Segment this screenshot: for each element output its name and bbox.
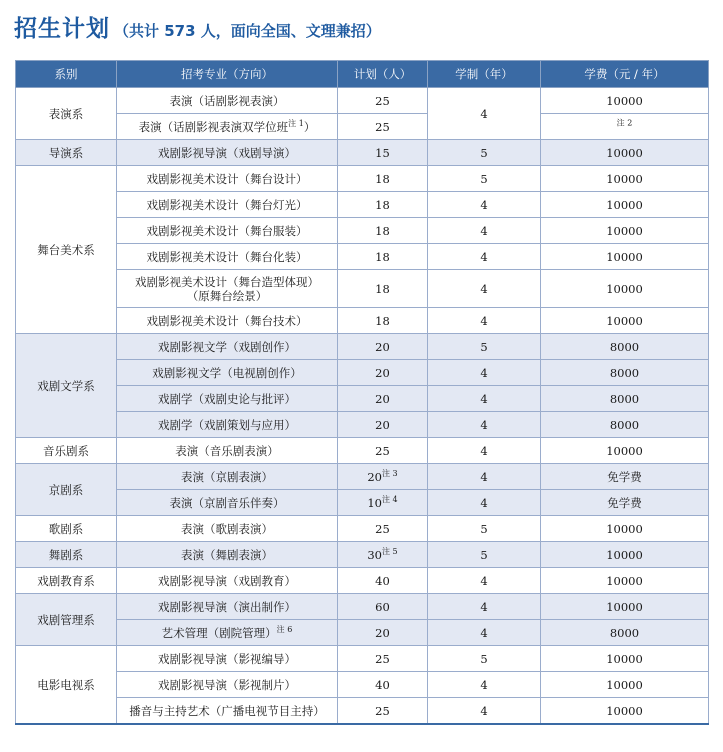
fee-cell: 10000 — [541, 218, 709, 244]
plan-cell — [338, 490, 428, 516]
major-cell: 戏剧影视导演（演出制作） — [117, 594, 338, 620]
plan-cell: 25 — [338, 114, 428, 140]
plan-value: 30 — [367, 547, 382, 562]
table-row — [16, 568, 709, 594]
fee-cell: 10000 — [541, 672, 709, 698]
footnote-mark: 注 1 — [288, 118, 304, 128]
major-cell: 戏剧影视美术设计（舞台灯光） — [117, 192, 338, 218]
table-row — [16, 218, 709, 244]
plan-value: 20 — [367, 469, 382, 484]
table-row — [16, 490, 709, 516]
department-cell: 戏剧管理系 — [16, 594, 117, 646]
department-cell: 歌剧系 — [16, 516, 117, 542]
years-cell: 5 — [428, 646, 541, 672]
fee-cell: 10000 — [541, 88, 709, 114]
department-cell: 电影电视系 — [16, 646, 117, 725]
major-cell: 表演（歌剧表演） — [117, 516, 338, 542]
years-cell: 4 — [428, 244, 541, 270]
years-cell: 4 — [428, 438, 541, 464]
plan-cell: 40 — [338, 672, 428, 698]
major-cell — [117, 270, 338, 308]
fee-cell: 免学费 — [541, 464, 709, 490]
major-cell: 戏剧学（戏剧史论与批评） — [117, 386, 338, 412]
years-cell: 4 — [428, 308, 541, 334]
years-cell: 4 — [428, 192, 541, 218]
fee-cell: 10000 — [541, 192, 709, 218]
fee-cell: 10000 — [541, 568, 709, 594]
major-cell: 戏剧学（戏剧策划与应用） — [117, 412, 338, 438]
major-cell: 戏剧影视文学（电视剧创作） — [117, 360, 338, 386]
major-cell: 播音与主持艺术（广播电视节目主持） — [117, 698, 338, 725]
department-cell: 舞台美术系 — [16, 166, 117, 334]
plan-cell: 20 — [338, 360, 428, 386]
page-subtitle: （共计 573 人，面向全国、文理兼招） — [114, 22, 381, 40]
header-years: 学制（年） — [428, 61, 541, 88]
major-cell: 戏剧影视美术设计（舞台设计） — [117, 166, 338, 192]
fee-cell: 10000 — [541, 698, 709, 725]
table-row — [16, 166, 709, 192]
plan-cell: 18 — [338, 166, 428, 192]
fee-cell: 8000 — [541, 620, 709, 646]
years-cell: 4 — [428, 464, 541, 490]
major-cell: 戏剧影视导演（影视编导） — [117, 646, 338, 672]
department-cell: 京剧系 — [16, 464, 117, 516]
table-header-row — [16, 61, 709, 88]
major-text-line2: （原舞台绘景） — [186, 288, 268, 303]
plan-cell: 18 — [338, 192, 428, 218]
major-cell: 表演（京剧音乐伴奏） — [117, 490, 338, 516]
fee-cell: 10000 — [541, 516, 709, 542]
department-cell: 导演系 — [16, 140, 117, 166]
major-cell — [117, 114, 338, 140]
plan-cell: 20 — [338, 620, 428, 646]
plan-cell: 18 — [338, 308, 428, 334]
fee-cell: 10000 — [541, 270, 709, 308]
department-cell: 音乐剧系 — [16, 438, 117, 464]
table-row — [16, 620, 709, 646]
table-row — [16, 140, 709, 166]
table-row — [16, 646, 709, 672]
plan-cell: 18 — [338, 270, 428, 308]
plan-cell: 20 — [338, 386, 428, 412]
table-row — [16, 438, 709, 464]
header-major: 招考专业（方向） — [117, 61, 338, 88]
plan-cell — [338, 464, 428, 490]
plan-cell: 18 — [338, 244, 428, 270]
fee-cell: 10000 — [541, 594, 709, 620]
table-row — [16, 244, 709, 270]
table-row — [16, 270, 709, 308]
major-cell — [117, 620, 338, 646]
enrollment-plan-table — [15, 60, 709, 725]
footnote-mark: 注 2 — [616, 117, 633, 127]
major-cell: 戏剧影视文学（戏剧创作） — [117, 334, 338, 360]
table-row — [16, 672, 709, 698]
plan-cell — [338, 542, 428, 568]
major-cell: 戏剧影视导演（戏剧导演） — [117, 140, 338, 166]
years-cell: 4 — [428, 88, 541, 140]
department-cell: 表演系 — [16, 88, 117, 140]
table-row — [16, 542, 709, 568]
fee-cell: 8000 — [541, 360, 709, 386]
fee-cell: 10000 — [541, 244, 709, 270]
fee-cell: 10000 — [541, 140, 709, 166]
years-cell: 4 — [428, 412, 541, 438]
footnote-mark: 注 6 — [276, 624, 293, 634]
years-cell: 4 — [428, 568, 541, 594]
years-cell: 4 — [428, 270, 541, 308]
table-row — [16, 412, 709, 438]
footnote-mark: 注 4 — [382, 494, 398, 504]
major-cell: 表演（京剧表演） — [117, 464, 338, 490]
major-cell: 戏剧影视美术设计（舞台技术） — [117, 308, 338, 334]
table-row — [16, 386, 709, 412]
table-row — [16, 308, 709, 334]
header-fee: 学费（元 / 年） — [541, 61, 709, 88]
years-cell: 4 — [428, 360, 541, 386]
fee-cell: 10000 — [541, 308, 709, 334]
years-cell: 4 — [428, 386, 541, 412]
fee-cell: 8000 — [541, 386, 709, 412]
department-cell: 舞剧系 — [16, 542, 117, 568]
fee-cell: 10000 — [541, 646, 709, 672]
header-department: 系别 — [16, 61, 117, 88]
table-row — [16, 192, 709, 218]
years-cell: 4 — [428, 672, 541, 698]
major-cell: 戏剧影视美术设计（舞台服装） — [117, 218, 338, 244]
fee-cell — [541, 114, 709, 140]
table-row — [16, 360, 709, 386]
plan-cell: 15 — [338, 140, 428, 166]
page-title: 招生计划 — [14, 16, 110, 42]
department-cell: 戏剧教育系 — [16, 568, 117, 594]
years-cell: 4 — [428, 620, 541, 646]
years-cell: 4 — [428, 594, 541, 620]
table-row — [16, 88, 709, 114]
fee-cell: 10000 — [541, 166, 709, 192]
major-cell: 戏剧影视导演（戏剧教育） — [117, 568, 338, 594]
major-text: 戏剧影视美术设计（舞台造型体现） — [135, 274, 319, 289]
years-cell: 5 — [428, 166, 541, 192]
fee-cell: 10000 — [541, 438, 709, 464]
footnote-mark: 注 5 — [382, 546, 398, 556]
fee-cell: 免学费 — [541, 490, 709, 516]
major-cell: 表演（舞剧表演） — [117, 542, 338, 568]
fee-cell: 8000 — [541, 412, 709, 438]
plan-cell: 25 — [338, 88, 428, 114]
years-cell: 5 — [428, 516, 541, 542]
years-cell: 4 — [428, 698, 541, 725]
plan-cell: 25 — [338, 698, 428, 725]
department-cell: 戏剧文学系 — [16, 334, 117, 438]
years-cell: 4 — [428, 218, 541, 244]
plan-cell: 40 — [338, 568, 428, 594]
plan-cell: 25 — [338, 646, 428, 672]
page-heading — [14, 10, 381, 42]
major-text-suffix: ） — [303, 119, 316, 134]
plan-cell: 25 — [338, 516, 428, 542]
header-plan: 计划（人） — [338, 61, 428, 88]
fee-cell: 10000 — [541, 542, 709, 568]
plan-cell: 18 — [338, 218, 428, 244]
plan-cell: 60 — [338, 594, 428, 620]
table-row — [16, 114, 709, 140]
plan-value: 10 — [367, 495, 382, 510]
fee-cell: 8000 — [541, 334, 709, 360]
years-cell: 5 — [428, 140, 541, 166]
major-cell: 戏剧影视导演（影视制片） — [117, 672, 338, 698]
plan-cell: 20 — [338, 412, 428, 438]
major-cell: 表演（音乐剧表演） — [117, 438, 338, 464]
plan-cell: 25 — [338, 438, 428, 464]
table-row — [16, 516, 709, 542]
years-cell: 4 — [428, 490, 541, 516]
footnote-mark: 注 3 — [382, 468, 398, 478]
major-cell: 戏剧影视美术设计（舞台化装） — [117, 244, 338, 270]
table-row — [16, 334, 709, 360]
table-row — [16, 698, 709, 725]
plan-cell: 20 — [338, 334, 428, 360]
table-row — [16, 464, 709, 490]
table-row — [16, 594, 709, 620]
years-cell: 5 — [428, 542, 541, 568]
major-cell: 表演（话剧影视表演） — [117, 88, 338, 114]
major-text: 艺术管理（剧院管理） — [161, 625, 277, 640]
years-cell: 5 — [428, 334, 541, 360]
major-text: 表演（话剧影视表演双学位班 — [138, 119, 289, 134]
